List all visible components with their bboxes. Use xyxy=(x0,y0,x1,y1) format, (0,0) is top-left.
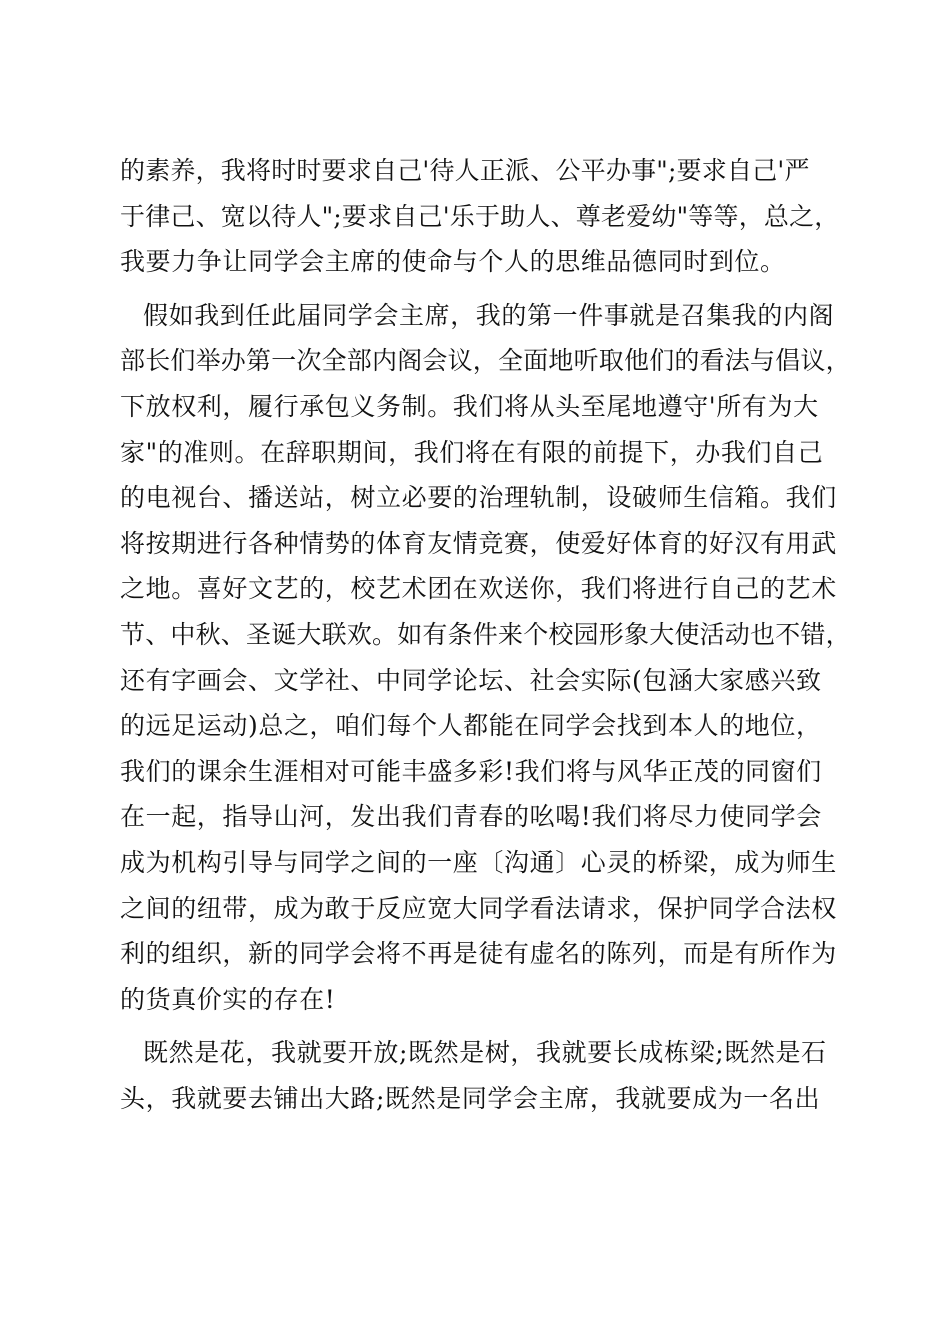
document-body xyxy=(120,148,850,1129)
text-line: 假如我到任此届同学会主席，我的第一件事就是召集我的内阁 xyxy=(143,300,835,330)
text-line: 下放权利，履行承包义务制。我们将从头至尾地遵守'所有为大 xyxy=(120,391,819,421)
paragraph-3 xyxy=(120,1030,850,1121)
text-line: 成为机构引导与同学之间的一座〔沟通〕心灵的桥梁，成为师生 xyxy=(120,847,837,877)
text-line: 之地。喜好文艺的，校艺术团在欢送你，我们将进行自己的艺术 xyxy=(120,574,837,604)
text-line: 我要力争让同学会主席的使命与个人的思维品德同时到位。 xyxy=(120,247,786,277)
text-line: 的电视台、播送站，树立必要的治理轨制，设破师生信箱。我们 xyxy=(120,483,837,513)
text-line: 还有字画会、文学社、中同学论坛、社会实际(包涵大家感兴致 xyxy=(120,665,822,695)
text-line: 我们的课余生涯相对可能丰盛多彩!我们将与风华正茂的同窗们 xyxy=(120,756,822,786)
text-line: 利的组织，新的同学会将不再是徒有虚名的陈列，而是有所作为 xyxy=(120,939,837,969)
paragraph-1 xyxy=(120,148,850,285)
paragraph-2 xyxy=(120,293,850,1023)
text-line: 既然是花，我就要开放;既然是树，我就要长成栋梁;既然是石 xyxy=(143,1038,827,1068)
text-line: 于律己、宽以待人";要求自己'乐于助人、尊老爱幼"等等，总之， xyxy=(120,201,840,231)
text-line: 之间的纽带，成为敢于反应宽大同学看法请求，保护同学合法权 xyxy=(120,893,837,923)
text-line: 部长们举办第一次全部内阁会议，全面地听取他们的看法与倡议， xyxy=(120,346,851,376)
text-line: 头，我就要去铺出大路;既然是同学会主席，我就要成为一名出 xyxy=(120,1083,821,1113)
text-line: 的素养，我将时时要求自己'待人正派、公平办事";要求自己'严 xyxy=(120,156,810,185)
text-line: 在一起，指导山河，发出我们青春的吆喝!我们将尽力使同学会 xyxy=(120,802,822,832)
text-line: 家"的准则。在辞职期间，我们将在有限的前提下，办我们自己 xyxy=(120,437,824,467)
text-line: 节、中秋、圣诞大联欢。如有条件来个校园形象大使活动也不错， xyxy=(120,619,851,649)
text-line: 的货真价实的存在! xyxy=(120,984,336,1014)
text-line: 的远足运动)总之，咱们每个人都能在同学会找到本人的地位， xyxy=(120,711,822,741)
text-line: 将按期进行各种情势的体育友情竞赛，使爱好体育的好汉有用武 xyxy=(120,528,837,558)
